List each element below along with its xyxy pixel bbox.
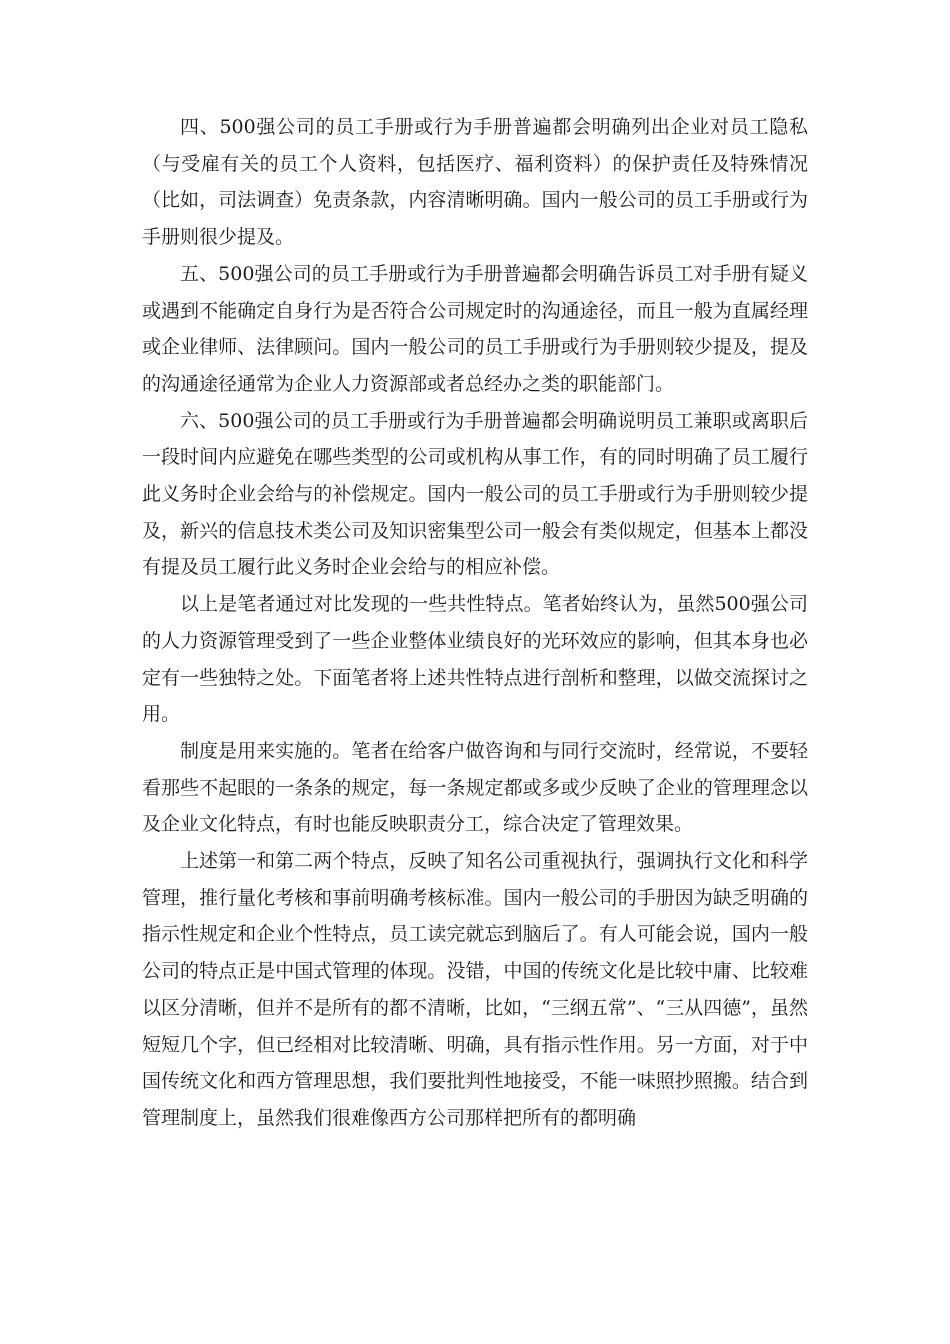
paragraph-system-implementation: 制度是用来实施的。笔者在给客户做咨询和与同行交流时，经常说，不要轻看那些不起眼的一条条的规定，每一条规定都或多或少反映了企业的管理理念以及企业文化特点，有时也能反映职责分工，综合决定了管理效果。 xyxy=(142,739,808,836)
paragraph-employee-privacy: 四、500强公司的员工手册或行为手册普遍都会明确列出企业对员工隐私（与受雇有关的员工个人资料，包括医疗、福利资料）的保护责任及特殊情况（比如，司法调查）免责条款，内容清晰明确。国内一般公司的员工手册或行为手册则很少提及。 xyxy=(142,116,808,249)
paragraph-non-compete: 六、500强公司的员工手册或行为手册普遍都会明确说明员工兼职或离职后一段时间内应避免在哪些类型的公司或机构从事工作，有的同时明确了员工履行此义务时企业会给与的补偿规定。国内一般公司的员工手册或行为手册则较少提及，新兴的信息技术类公司及知识密集型公司一般会有类似规定，但基本上都没有提及员工履行此义务时企业会给与的相应补偿。 xyxy=(142,409,808,579)
paragraph-communication-channel: 五、500强公司的员工手册或行为手册普遍都会明确告诉员工对手册有疑义或遇到不能确定自身行为是否符合公司规定时的沟通途径，而且一般为直属经理或企业律师、法律顾问。国内一般公司的员工手册或行为手册则较少提及，提及的沟通途径通常为企业人力资源部或者总经办之类的职能部门。 xyxy=(142,262,808,395)
document-body xyxy=(142,109,808,1137)
paragraph-summary: 以上是笔者通过对比发现的一些共性特点。笔者始终认为，虽然500强公司的人力资源管理受到了一些企业整体业绩良好的光环效应的影响，但其本身也必定有一些独特之处。下面笔者将上述共性特点进行剖析和整理，以做交流探讨之用。 xyxy=(142,593,808,726)
paragraph-analysis: 上述第一和第二两个特点，反映了知名公司重视执行，强调执行文化和科学管理，推行量化考核和事前明确考核标准。国内一般公司的手册因为缺乏明确的指示性规定和企业个性特点，员工读完就忘到脑后了。有人可能会说，国内一般公司的特点正是中国式管理的体现。没错，中国的传统文化是比较中庸、比较难以区分清晰，但并不是所有的都不清晰，比如，“三纲五常”、“三从四德”，虽然短短几个字，但已经相对比较清晰、明确，具有指示性作用。另一方面，对于中国传统文化和西方管理思想，我们要批判性地接受，不能一味照抄照搬。结合到管理制度上，虽然我们很难像西方公司那样把所有的都明确 xyxy=(142,850,808,1129)
